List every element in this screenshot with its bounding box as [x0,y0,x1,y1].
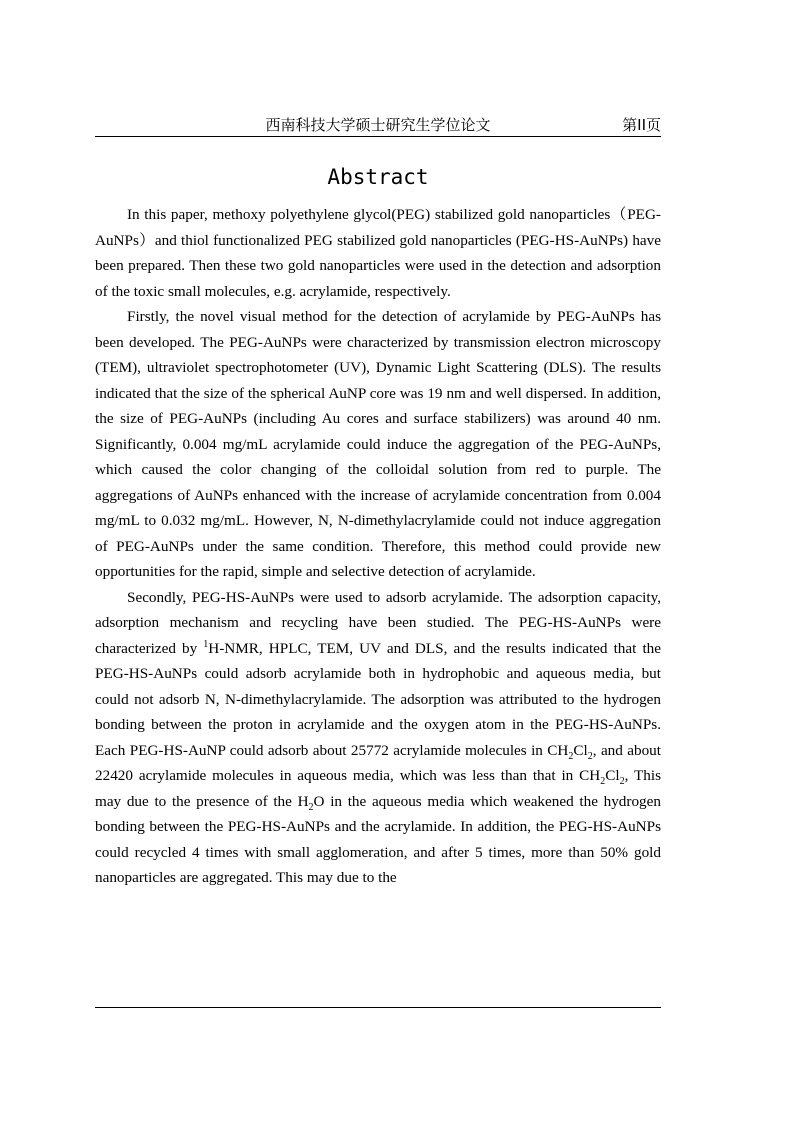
paragraph-1: In this paper, methoxy polyethylene glycol(PEG) stabilized gold nanoparticles（PEG-AuNPs）and thiol functionalized PEG stabilized gold nanoparticles (PEG-HS-AuNPs) have been prepared. Then these two gold nanoparticles were used in the detection and adsorption of the toxic small molecules, e.g. acrylamide, respectively. [95,206,661,300]
header-title: 西南科技大学硕士研究生学位论文 [265,116,491,134]
page-header [95,112,661,137]
header-page-number: 第II页 [622,116,661,134]
abstract-title: Abstract [327,165,429,189]
superscript: 1 [203,638,209,650]
text-segment: , This may due to the presence of the H [95,767,661,810]
text-segment: O in the aqueous media which weakened the hydrogen bonding between the PEG-HS-AuNPs and the acrylamide. In addition, the PEG-HS-AuNPs could recycled 4 times with small agglomeration, and after 5 times, more than 50% gold nanoparticles are aggregated. This may due to the [95,792,661,886]
paragraph-2: Firstly, the novel visual method for the detection of acrylamide by PEG-AuNPs has been developed. The PEG-AuNPs were characterized by transmission electron microscopy (TEM), ultraviolet spectrophotometer (UV), Dynamic Light Scattering (DLS). The results indicated that the size of the spherical AuNP core was 19 nm and well dispersed. In addition, the size of PEG-AuNPs (including Au cores and surface stabilizers) was around 40 nm. Significantly, 0.004 mg/mL acrylamide could induce the aggregation of the PEG-AuNPs, which caused the color changing of the colloidal solution from red to purple. The aggregations of AuNPs enhanced with the increase of acrylamide concentration from 0.004 mg/mL to 0.032 mg/mL. However, N, N-dimethylacrylamide could not induce aggregation of PEG-AuNPs under the same condition. Therefore, this method could provide new opportunities for the rapid, simple and selective detection of acrylamide. [95,308,661,580]
text-segment: H-NMR, HPLC, TEM, UV and DLS, and the results indicated that the PEG-HS-AuNPs could adsorb acrylamide both in hydrophobic and aqueous media, but could not adsorb N, N-dimethylacrylamide. The adsorption was attributed to the hydrogen bonding between the proton in acrylamide and the oxygen atom in the PEG-HS-AuNPs. Each PEG-HS-AuNP could adsorb about 25772 acrylamide molecules in CH [95,639,661,759]
text-segment: Cl [605,767,620,784]
subscript: 2 [619,776,625,788]
subscript: 2 [587,750,593,762]
text-segment: Cl [573,741,588,759]
subscript: 2 [600,776,606,788]
footer-rule [95,1007,661,1008]
text-segment: Secondly, PEG-HS-AuNPs were used to adsorb acrylamide. The adsorption capacity, adsorption mechanism and recycling have been studied. The PEG-HS-AuNPs were characterized by [95,588,661,657]
paragraph-3 [95,585,661,891]
abstract-body [95,202,661,891]
subscript: 2 [308,801,314,813]
subscript: 2 [568,750,574,762]
text-segment: , and about 22420 acrylamide molecules in aqueous media, which was less than that in CH [95,741,661,784]
